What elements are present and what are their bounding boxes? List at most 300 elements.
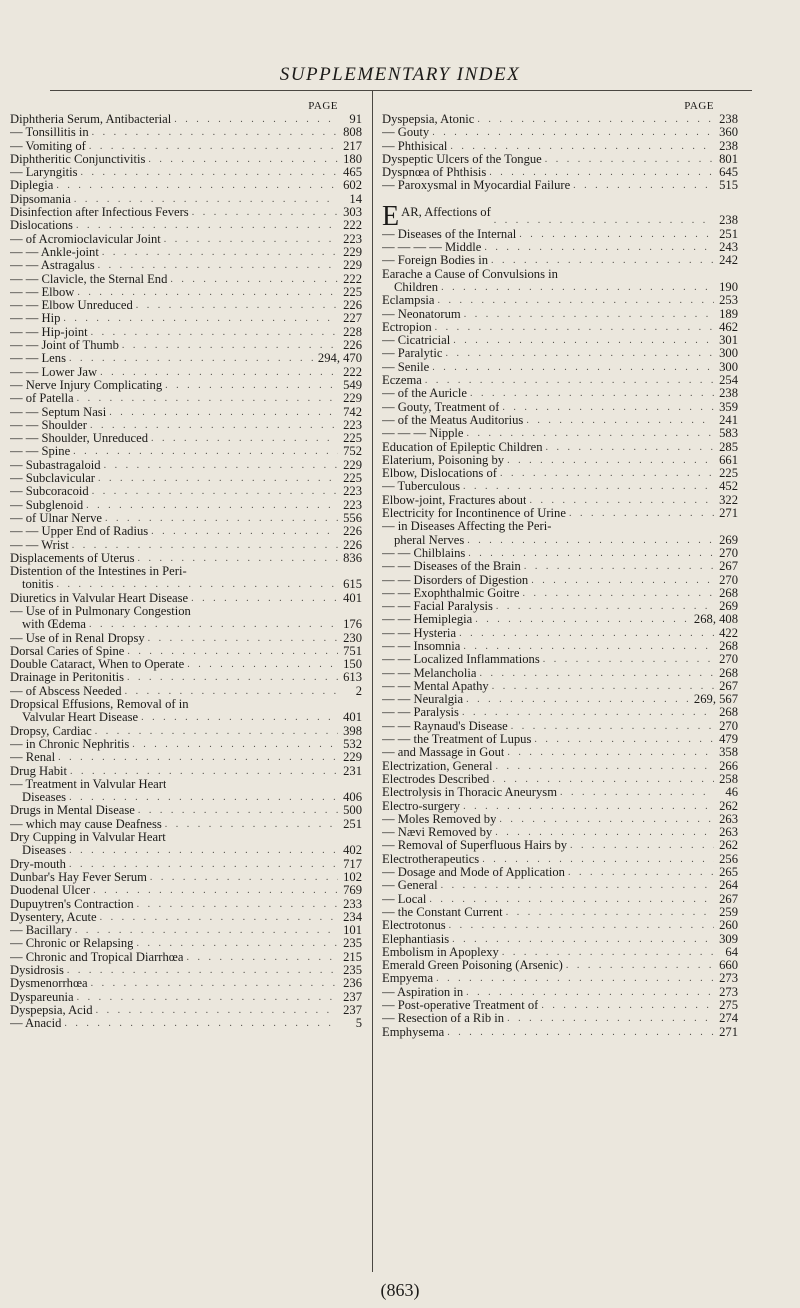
leader-dots [461, 308, 714, 321]
leader-dots [493, 600, 714, 613]
index-entry [10, 525, 362, 538]
entry-page-number: 102 [343, 869, 362, 884]
entry-page-number: 238 [719, 386, 738, 401]
leader-dots [66, 791, 338, 804]
entry-page-number: 465 [343, 165, 362, 180]
index-entry [10, 738, 362, 751]
entry-page-number: 225 [343, 431, 362, 446]
leader-dots [106, 406, 338, 419]
entry-page-number: 613 [343, 670, 362, 685]
leader-dots [570, 179, 714, 192]
entry-page-number: 225 [343, 284, 362, 299]
index-entry [382, 972, 738, 985]
leader-dots [538, 999, 714, 1012]
entry-page-number: 256 [719, 851, 738, 866]
leader-dots [528, 574, 714, 587]
entry-text: — Subclavicular [10, 472, 95, 486]
leader-dots [432, 321, 714, 334]
leader-dots [422, 374, 714, 387]
entry-text: Electrodes Described [382, 772, 490, 786]
leader-dots [135, 552, 338, 565]
index-entry [382, 387, 738, 400]
index-entry [10, 499, 362, 512]
leader-dots [88, 326, 338, 339]
leader-dots [426, 893, 714, 906]
entry-text: — — Exophthalmic Goitre [382, 586, 520, 600]
leader-dots [133, 299, 338, 312]
entry-text: — — Hysteria [382, 626, 457, 640]
index-entry [10, 379, 362, 392]
leader-dots [504, 746, 714, 759]
entry-page-number: 226 [343, 537, 362, 552]
index-entry [10, 924, 362, 937]
entry-text: Drug Habit [10, 764, 68, 778]
entry-page-number: 226 [343, 298, 362, 313]
leader-dots [90, 884, 338, 897]
entry-page-number: 46 [725, 785, 738, 800]
leader-dots [167, 273, 338, 286]
index-entry [382, 667, 738, 680]
entry-page-number: 14 [349, 191, 362, 206]
entry-page-number: 91 [349, 112, 362, 126]
entry-page-number: 801 [719, 151, 738, 166]
index-entry [382, 800, 738, 813]
entry-page-number: 398 [343, 723, 362, 738]
leader-dots [60, 312, 338, 325]
index-entry [10, 725, 362, 738]
entry-page-number: 223 [343, 497, 362, 512]
entry-page-number: 225 [343, 471, 362, 486]
entry-page-number: 751 [343, 643, 362, 658]
index-entry [382, 946, 738, 959]
entry-page-number: 836 [343, 550, 362, 565]
leader-dots [69, 539, 338, 552]
entry-text: — Neonatorum [382, 307, 461, 321]
entry-text: — Use of in Pulmonary Congestion [10, 604, 191, 618]
leader-dots [459, 706, 714, 719]
index-entry [10, 166, 362, 179]
leader-dots [78, 166, 338, 179]
index-entry [10, 791, 362, 804]
leader-dots [503, 906, 714, 919]
entry-page-number: 230 [343, 630, 362, 645]
index-entry [382, 746, 738, 759]
index-entry [382, 587, 738, 600]
index-entry [10, 246, 362, 259]
entry-list-left [10, 113, 362, 1030]
leader-dots [429, 361, 714, 374]
entry-text: — Post-operative Treatment of [382, 999, 539, 1012]
leader-dots [86, 618, 338, 631]
entry-text: — Resection of a Rib in [382, 1012, 505, 1026]
entry-text: — Subastragaloid [10, 458, 101, 472]
entry-text: — which may cause Deafness [10, 817, 162, 831]
entry-page-number: 275 [719, 998, 738, 1012]
entry-text: Dry Cupping in Valvular Heart [10, 831, 166, 845]
entry-page-number: 360 [719, 125, 738, 140]
leader-dots [162, 379, 338, 392]
index-entry [382, 334, 738, 347]
leader-dots [460, 640, 714, 653]
index-entry [382, 206, 738, 228]
entry-text: — — Disorders of Digestion [382, 573, 529, 587]
leader-dots [171, 113, 338, 126]
entry-text: — Chronic and Tropical Diarrhœa [10, 950, 184, 964]
entry-page-number: 234 [343, 909, 362, 924]
leader-dots [464, 427, 714, 440]
entry-page-number: 808 [343, 125, 362, 140]
entry-page-number: 401 [343, 590, 362, 605]
entry-text: — — Spine [10, 445, 71, 459]
index-entry [382, 733, 738, 746]
index-entry [10, 592, 362, 605]
entry-text: — of Patella [10, 392, 74, 406]
column-divider [372, 90, 373, 1272]
leader-dots [119, 339, 338, 352]
index-entry [382, 706, 738, 719]
entry-page-number: 190 [719, 279, 738, 294]
index-entry [382, 401, 738, 414]
entry-text: — Dosage and Mode of Application [382, 866, 565, 880]
leader-dots [496, 813, 714, 826]
index-entry [382, 374, 738, 387]
entry-text: Diphtheria Serum, Antibacterial [10, 113, 172, 126]
leader-dots [446, 919, 714, 932]
entry-page-number: 189 [719, 306, 738, 321]
entry-page-number: 265 [719, 865, 738, 880]
leader-dots [102, 512, 338, 525]
entry-page-number: 237 [343, 989, 362, 1004]
entry-page-number: 238 [719, 213, 738, 228]
entry-page-number: 422 [719, 625, 738, 640]
leader-dots [523, 414, 714, 427]
leader-dots [499, 946, 714, 959]
entry-page-number: 452 [719, 479, 738, 494]
index-entry [10, 153, 362, 166]
entry-page-number: 251 [343, 816, 362, 831]
entry-text: Education of Epileptic Children [382, 440, 543, 454]
leader-dots [61, 1017, 338, 1030]
index-entry [382, 193, 738, 206]
entry-text: Dysidrosis [10, 964, 64, 977]
entry-page-number: 769 [343, 883, 362, 898]
entry-text: — — Insomnia [382, 639, 461, 653]
index-entry [382, 786, 738, 799]
entry-page-number: 229 [343, 457, 362, 472]
leader-dots [481, 241, 714, 254]
entry-text: — Senile [382, 360, 430, 374]
entry-text: — — Astragalus [10, 259, 95, 273]
leader-dots [86, 140, 338, 153]
index-entry [382, 693, 738, 706]
entry-page-number: 300 [719, 359, 738, 374]
index-entry [10, 711, 362, 724]
entry-text: Dry-mouth [10, 857, 66, 871]
entry-page-number: 532 [343, 736, 362, 751]
index-entry [382, 126, 738, 139]
leader-dots [449, 933, 714, 946]
index-entry [382, 773, 738, 786]
leader-dots [444, 1026, 714, 1039]
entry-text: Dunbar's Hay Fever Serum [10, 870, 147, 884]
entry-page-number: 222 [343, 364, 362, 379]
index-entry [382, 839, 738, 852]
leader-dots [429, 126, 714, 139]
page-column-header: PAGE [684, 100, 714, 112]
entry-text: — Tonsillitis in [10, 126, 89, 140]
entry-page-number: 222 [343, 218, 362, 233]
index-entry [10, 472, 362, 485]
index-entry [382, 113, 738, 126]
entry-text: — Chronic or Relapsing [10, 937, 134, 951]
leader-dots [99, 246, 338, 259]
entry-text: Diseases [22, 791, 67, 805]
index-entry [10, 632, 362, 645]
index-entry [10, 804, 362, 817]
index-entry [10, 445, 362, 458]
entry-page-number: 225 [719, 466, 738, 481]
entry-text: — Paralytic [382, 347, 443, 361]
index-column-left [10, 100, 362, 1030]
index-entry [382, 640, 738, 653]
entry-page-number: 269 [719, 599, 738, 614]
index-entry [10, 951, 362, 964]
entry-text: — Nævi Removed by [382, 826, 493, 840]
entry-text: — and Massage in Gout [382, 746, 505, 760]
entry-page-number: 150 [343, 657, 362, 672]
entry-text: — — Lower Jaw [10, 365, 98, 379]
entry-text: — — Ankle-joint [10, 245, 99, 259]
entry-page-number: 254 [719, 373, 738, 388]
entry-page-number: 556 [343, 510, 362, 525]
index-entry [10, 871, 362, 884]
entry-text: Diuretics in Valvular Heart Disease [10, 591, 189, 605]
index-entry [382, 153, 738, 166]
entry-page-number: 223 [343, 417, 362, 432]
index-entry [10, 831, 362, 844]
entry-page-number: 270 [719, 652, 738, 667]
entry-page-number: 615 [343, 577, 362, 592]
index-entry [382, 281, 738, 294]
entry-text: — Diseases of the Internal [382, 227, 517, 241]
entry-page-number: 229 [343, 258, 362, 273]
leader-dots [184, 658, 338, 671]
index-entry [382, 520, 738, 533]
entry-page-number: 258 [719, 771, 738, 786]
index-entry [10, 765, 362, 778]
index-entry [382, 906, 738, 919]
index-entry [10, 459, 362, 472]
entry-text: — Tuberculous [382, 480, 461, 494]
leader-dots [64, 964, 338, 977]
entry-text: Valvular Heart Disease [22, 711, 139, 725]
entry-text: — — Shoulder [10, 418, 87, 432]
leader-dots [438, 879, 714, 892]
index-entry [10, 140, 362, 153]
entry-page-number: 263 [719, 825, 738, 840]
index-entry [10, 392, 362, 405]
index-entry [10, 419, 362, 432]
entry-text: — Renal [10, 751, 56, 765]
leader-dots [101, 459, 338, 472]
leader-dots [54, 578, 339, 591]
entry-page-number: 215 [343, 949, 362, 964]
entry-text: — of Ulnar Nerve [10, 511, 102, 525]
entry-page-number: 742 [343, 404, 362, 419]
entry-page-number: 358 [719, 745, 738, 760]
entry-text: — Paroxysmal in Myocardial Failure [382, 179, 571, 193]
entry-page-number: 268 [719, 705, 738, 720]
entry-page-number: 238 [719, 112, 738, 126]
entry-text: — of Acromioclavicular Joint [10, 232, 161, 246]
entry-page-number: 645 [719, 165, 738, 180]
index-entry [10, 658, 362, 671]
leader-dots [71, 193, 338, 206]
leader-dots [504, 454, 714, 467]
entry-page-number: 273 [719, 984, 738, 999]
page-folio: (863) [380, 1280, 420, 1300]
index-entry [10, 991, 362, 1004]
index-entry [382, 494, 738, 507]
entry-text: — in Chronic Nephritis [10, 737, 130, 751]
entry-page-number: 236 [343, 976, 362, 991]
entry-text: — General [382, 879, 438, 893]
entry-text: — Laryngitis [10, 166, 78, 180]
leader-dots [97, 911, 338, 924]
index-entry [10, 671, 362, 684]
index-entry [10, 366, 362, 379]
leader-dots [138, 711, 338, 724]
index-entry [10, 884, 362, 897]
index-entry [10, 858, 362, 871]
index-entry [10, 751, 362, 764]
entry-page-number: 322 [719, 492, 738, 507]
leader-dots [465, 547, 714, 560]
entry-page-number: 243 [719, 240, 738, 255]
index-entry [10, 286, 362, 299]
entry-text: — Nerve Injury Complicating [10, 378, 163, 392]
entry-text: — the Constant Current [382, 905, 503, 919]
entry-page-number: 226 [343, 338, 362, 353]
index-entry [382, 241, 738, 254]
entry-page-number: 242 [719, 253, 738, 268]
entry-text: pheral Nerves [394, 533, 465, 547]
leader-dots [543, 441, 714, 454]
entry-text: — Aspiration in [382, 985, 464, 999]
entry-text: Elbow-joint, Fractures about [382, 493, 527, 507]
entry-text: — Gouty, Treatment of [382, 400, 500, 414]
entry-page-number: 271 [719, 506, 738, 521]
entry-page-number: 263 [719, 811, 738, 826]
entry-text: — — Upper End of Radius [10, 525, 149, 539]
entry-text: Diseases [22, 844, 67, 858]
page-column-header: PAGE [308, 100, 338, 112]
entry-page-number: 227 [343, 311, 362, 326]
index-entry [10, 778, 362, 791]
index-entry [382, 1026, 738, 1039]
entry-text: Dyspeptic Ulcers of the Tongue [382, 152, 542, 166]
entry-text: — — Localized Inflammations [382, 653, 540, 667]
entry-text: Distention of the Intestines in Peri- [10, 565, 187, 579]
entry-text: Eczema [382, 374, 422, 388]
leader-dots [447, 140, 714, 153]
entry-text: Diplegia [10, 179, 54, 193]
entry-page-number: 267 [719, 678, 738, 693]
index-entry [10, 937, 362, 950]
entry-text: — — Hip-joint [10, 325, 88, 339]
leader-dots [464, 534, 714, 547]
entry-page-number: 228 [343, 324, 362, 339]
entry-page-number: 229 [343, 244, 362, 259]
index-entry [10, 618, 362, 631]
leader-dots [438, 281, 714, 294]
leader-dots [491, 214, 714, 227]
index-entry [10, 552, 362, 565]
leader-dots [97, 366, 338, 379]
entry-page-number: 233 [343, 896, 362, 911]
leader-dots [66, 844, 338, 857]
index-entry [10, 259, 362, 272]
entry-page-number: 285 [719, 439, 738, 454]
index-entry [382, 179, 738, 192]
entry-text: — Subcoracoid [10, 485, 89, 499]
entry-text: Dipsomania [10, 192, 71, 206]
index-entry [382, 933, 738, 946]
index-entry [10, 698, 362, 711]
index-entry [382, 853, 738, 866]
entry-text: Empyema [382, 972, 434, 986]
index-entry [382, 826, 738, 839]
leader-dots [497, 467, 714, 480]
entry-text: Children [394, 280, 439, 294]
entry-text: — Anacid [10, 1017, 62, 1031]
entry-text: — Cicatricial [382, 334, 451, 348]
index-entry [10, 1017, 362, 1030]
entry-text: Electrization, General [382, 759, 493, 773]
entry-page-number: 406 [343, 790, 362, 805]
leader-dots [504, 1012, 714, 1025]
entry-page-number: 253 [719, 293, 738, 308]
entry-text: Dyspepsia, Atonic [382, 113, 475, 126]
entry-text: — — Shoulder, Unreduced [10, 432, 148, 446]
index-entry [382, 720, 738, 733]
entry-page-number: 264 [719, 878, 738, 893]
leader-dots [73, 219, 338, 232]
leader-dots [72, 924, 338, 937]
leader-dots [489, 773, 714, 786]
index-entry [382, 534, 738, 547]
leader-dots [486, 166, 714, 179]
entry-page-number: 223 [343, 484, 362, 499]
entry-text: Displacements of Uterus [10, 551, 135, 565]
leader-dots [557, 786, 714, 799]
index-entry [382, 560, 738, 573]
index-entry [10, 406, 362, 419]
index-entry [382, 547, 738, 560]
leader-dots [147, 871, 338, 884]
leader-dots [74, 392, 338, 405]
leader-dots [188, 592, 338, 605]
entry-page-number: 262 [719, 838, 738, 853]
entry-text: — Treatment in Valvular Heart [10, 777, 167, 791]
entry-text: Elbow, Dislocations of [382, 467, 497, 481]
entry-page-number: 268 [719, 585, 738, 600]
entry-text: Disinfection after Infectious Fevers [10, 206, 189, 220]
entry-text: — Removal of Superfluous Hairs by [382, 839, 568, 853]
leader-dots [492, 826, 714, 839]
entry-page-number: 270 [719, 572, 738, 587]
entry-text: — — the Treatment of Lupus [382, 733, 532, 747]
